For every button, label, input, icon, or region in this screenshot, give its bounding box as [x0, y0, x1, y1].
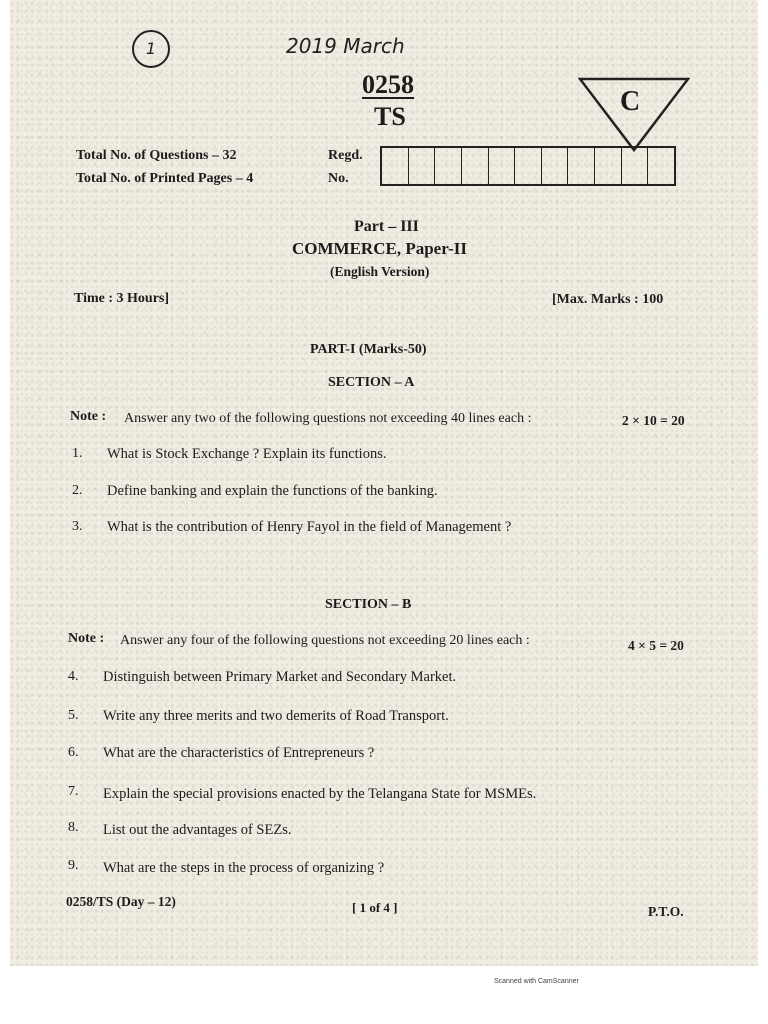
handwritten-date: 2019 March: [286, 34, 405, 58]
question-number: 8.: [68, 820, 79, 835]
question-number: 9.: [68, 858, 79, 873]
version-title: (English Version): [330, 264, 430, 279]
reg-cell: [515, 148, 542, 184]
reg-cell: [462, 148, 489, 184]
footer-code: 0258/TS (Day – 12): [66, 894, 176, 909]
circled-number: 1: [145, 39, 157, 58]
question-number: 7.: [68, 784, 79, 799]
question-number: 5.: [68, 708, 79, 723]
total-questions: Total No. of Questions – 32: [76, 148, 237, 163]
section-b-note-text: Answer any four of the following questions not exceeding 20 lines each :: [120, 633, 530, 648]
no-label: No.: [328, 171, 349, 186]
question-number: 2.: [72, 483, 83, 498]
question-text: Define banking and explain the functions of the banking.: [107, 483, 438, 499]
part-title: Part – III: [354, 218, 419, 235]
section-a-note-label: Note :: [70, 409, 107, 424]
footer-pto: P.T.O.: [648, 904, 684, 919]
question-text: Distinguish between Primary Market and Secondary Market.: [103, 669, 457, 685]
question-text: List out the advantages of SEZs.: [103, 822, 292, 838]
reg-cell: [409, 148, 436, 184]
question-number: 1.: [72, 446, 83, 461]
reg-cell: [568, 148, 595, 184]
reg-cell: [489, 148, 516, 184]
paper-code: 0258: [362, 70, 414, 99]
scanner-watermark: Scanned with CamScanner: [494, 978, 579, 985]
question-number: 3.: [72, 519, 83, 534]
question-number: 4.: [68, 669, 79, 684]
reg-cell: [382, 148, 409, 184]
circled-number-annotation: [132, 30, 170, 68]
question-text: What are the characteristics of Entrepreneurs ?: [103, 745, 375, 761]
section-a-note-text: Answer any two of the following questions not exceeding 40 lines each :: [124, 411, 532, 426]
section-b-marks: 4 × 5 = 20: [628, 638, 684, 653]
reg-cell: [435, 148, 462, 184]
reg-cell: [648, 148, 674, 184]
question-text: What is Stock Exchange ? Explain its functions.: [107, 446, 387, 462]
set-letter: C: [620, 86, 641, 117]
reg-cell: [595, 148, 622, 184]
question-number: 6.: [68, 745, 79, 760]
registration-number-boxes: [380, 146, 676, 186]
max-marks-label: [Max. Marks : 100: [552, 292, 664, 307]
reg-cell: [622, 148, 649, 184]
question-text: What are the steps in the process of organizing ?: [103, 860, 385, 876]
time-label: Time : 3 Hours]: [74, 291, 170, 306]
section-b-heading: SECTION – B: [325, 597, 412, 612]
section-a-heading: SECTION – A: [328, 375, 415, 390]
total-pages: Total No. of Printed Pages – 4: [76, 171, 254, 186]
question-text: What is the contribution of Henry Fayol in the field of Management ?: [107, 519, 512, 535]
regd-label: Regd.: [328, 148, 363, 163]
state-code: TS: [374, 102, 406, 131]
question-text: Write any three merits and two demerits of Road Transport.: [103, 708, 449, 724]
reg-cell: [542, 148, 569, 184]
subject-title: COMMERCE, Paper-II: [292, 239, 468, 258]
part1-heading: PART-I (Marks-50): [310, 342, 427, 357]
section-a-marks: 2 × 10 = 20: [622, 413, 685, 428]
section-b-note-label: Note :: [68, 631, 105, 646]
footer-page-number: [ 1 of 4 ]: [352, 900, 398, 915]
question-text: Explain the special provisions enacted by the Telangana State for MSMEs.: [103, 786, 537, 802]
